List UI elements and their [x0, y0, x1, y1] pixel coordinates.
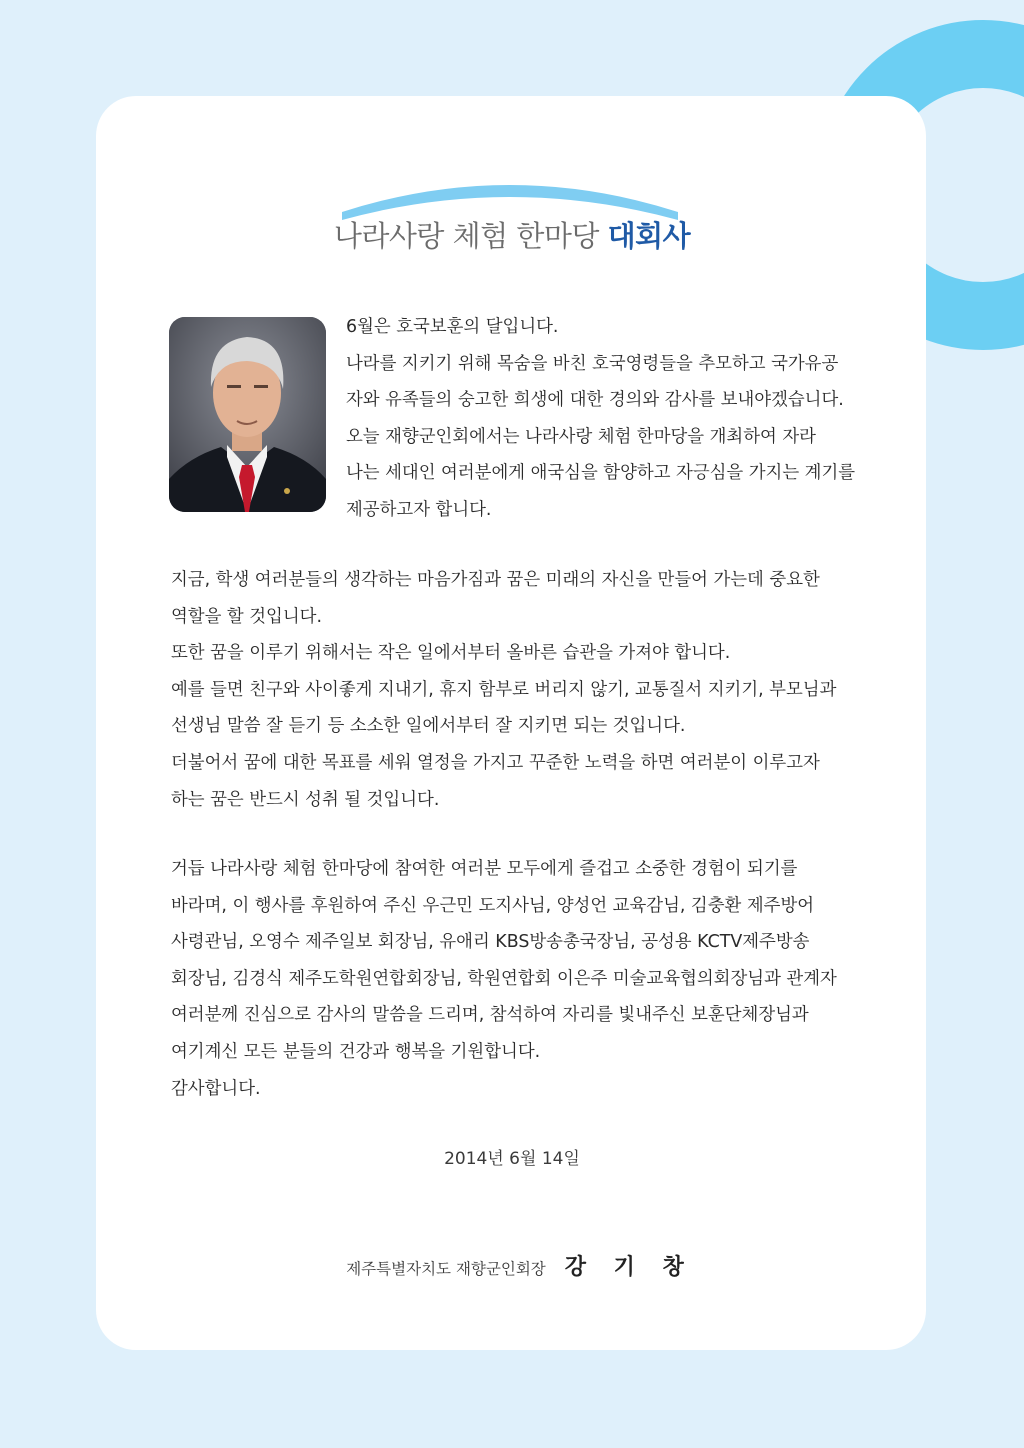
body-line: 선생님 말씀 잘 듣기 등 소소한 일에서부터 잘 지키면 되는 것입니다.	[171, 716, 686, 737]
intro-line: 6월은 호국보훈의 달입니다.	[346, 317, 559, 337]
title-main: 나라사랑 체험 한마당	[333, 219, 599, 253]
body-line: 또한 꿈을 이루기 위해서는 작은 일에서부터 올바른 습관을 가져야 합니다.	[171, 643, 731, 664]
intro-line: 제공하고자 합니다.	[346, 499, 492, 520]
signature-name: 강 기 창	[564, 1255, 694, 1280]
body-line: 더불어서 꿈에 대한 목표를 세워 열정을 가지고 꾸준한 노력을 하면 여러분이 이루고자	[171, 752, 820, 773]
letter-date: 2014년 6월 14일	[444, 1149, 580, 1169]
body-line: 감사합니다.	[171, 1078, 261, 1099]
intro-line: 나라를 지키기 위해 목숨을 바친 호국영령들을 추모하고 국가유공	[346, 353, 839, 374]
body-line: 여러분께 진심으로 감사의 말씀을 드리며, 참석하여 자리를 빛내주신 보훈단체장님과	[171, 1005, 809, 1026]
body-paragraph-2	[171, 851, 837, 1107]
body-line: 거듭 나라사랑 체험 한마당에 참여한 여러분 모두에게 즐겁고 소중한 경험이 되기를	[171, 859, 798, 879]
intro-line: 오늘 재향군인회에서는 나라사랑 체험 한마당을 개최하여 자라	[346, 426, 816, 447]
body-line: 하는 꿈은 반드시 성취 될 것입니다.	[171, 789, 440, 810]
body-line: 예를 들면 친구와 사이좋게 지내기, 휴지 함부로 버리지 않기, 교통질서 지키기, 부모님과	[171, 679, 837, 700]
body-line: 바라며, 이 행사를 후원하여 주신 우근민 도지사님, 양성언 교육감님, 김충환 제주방어	[171, 895, 815, 916]
portrait-photo	[169, 317, 326, 512]
signature-position: 제주특별자치도 재향군인회장	[346, 1260, 546, 1278]
body-line: 여기계신 모든 분들의 건강과 행복을 기원합니다.	[171, 1041, 541, 1062]
body-paragraph-1	[171, 562, 836, 818]
body-line: 사령관님, 오영수 제주일보 회장님, 유애리 KBS방송총국장님, 공성용 KCTV제주방송	[171, 932, 810, 953]
body-line: 역할을 할 것입니다.	[171, 606, 322, 627]
signature	[0, 1250, 1024, 1281]
page-title	[0, 214, 1024, 255]
intro-line: 나는 세대인 여러분에게 애국심을 함양하고 자긍심을 가지는 계기를	[346, 463, 856, 484]
body-line: 회장님, 김경식 제주도학원연합회장님, 학원연합회 이은주 미술교육협의회장님과 관계자	[171, 968, 837, 989]
body-line: 지금, 학생 여러분들의 생각하는 마음가짐과 꿈은 미래의 자신을 만들어 가는데 중요한	[171, 570, 820, 590]
intro-paragraph	[346, 309, 855, 529]
title-accent: 대회사	[607, 219, 691, 253]
intro-line: 자와 유족들의 숭고한 희생에 대한 경의와 감사를 보내야겠습니다.	[346, 390, 844, 411]
